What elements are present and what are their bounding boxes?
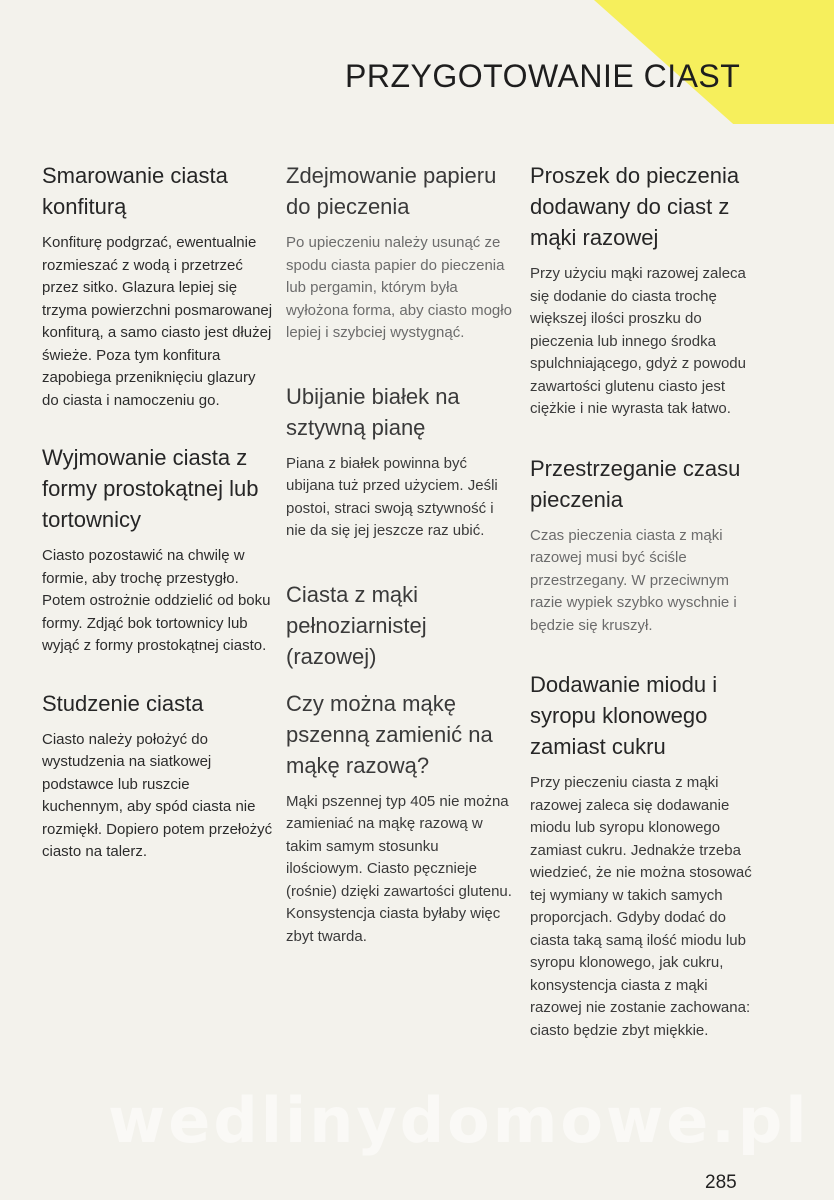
- section-heading: Ubijanie białek na sztywną pianę: [286, 383, 460, 440]
- section-zdejmowanie: [286, 160, 514, 345]
- section-heading: Czy można mąkę pszenną zamienić na mąkę razową?: [286, 690, 493, 778]
- section-przestrzeganie: [530, 453, 760, 638]
- section-heading: Studzenie ciasta: [42, 690, 204, 716]
- section-body: Piana z białek powinna być ubijana tuż przed użyciem. Jeśli postoi, straci swoją sztywność i nie da się jej jeszcze raz ubić.: [286, 454, 498, 539]
- page-title: PRZYGOTOWANIE CIAST: [345, 58, 741, 94]
- section-body: Po upieczeniu należy usunąć ze spodu ciasta papier do pieczenia lub pergamin, którym była wyłożona forma, aby ciasto mogło lepiej i szybciej wystygnąć.: [286, 234, 512, 341]
- section-body: Przy pieczeniu ciasta z mąki razowej zaleca się dodawanie miodu lub syropu klonowego zamiast cukru. Jednakże trzeba wiedzieć, że nie można stosować tej wymiany w takich samych proporcjach. Gdyby dodać do ciasta taką samą ilość miodu lub syropu klonowego, jak cukru, konsystencja ciasta z mąki razowej nie zostanie zachowana: ciasto będzie zbyt miękkie.: [530, 774, 752, 1039]
- section-heading: Wyjmowanie ciasta z formy prostokątnej lub tortownicy: [42, 445, 259, 532]
- section-studzenie: [42, 688, 274, 864]
- section-heading: Przestrzeganie czasu pieczenia: [530, 455, 741, 512]
- section-body: Mąki pszennej typ 405 nie można zamieniać na mąkę razową w takim samym stosunku ilościowym. Ciasto pęcznieje (rośnie) dzięki zawartości glutenu. Konsystencja ciasta byłaby więc zbyt twarda.: [286, 792, 512, 945]
- section-ciasta-razowe: [286, 579, 514, 672]
- section-wyjmowanie: [42, 442, 274, 658]
- section-body: Konfiturę podgrzać, ewentualnie rozmieszać z wodą i przetrzeć przez sitko. Glazura lepiej się trzyma powierzchni posmarowanej konfiturą, a samo ciasto jest dłużej świeże. Poza tym konfitura zapobiega przeniknięciu glazury do ciasta i namoczeniu go.: [42, 234, 273, 409]
- section-body: Przy użyciu mąki razowej zaleca się dodanie do ciasta trochę większej ilości proszku do pieczenia lub innego środka spulchniającego, gdyż z powodu zawartości glutenu ciasto jest ciężkie i nie wyrasta tak łatwo.: [530, 265, 746, 417]
- section-czy-mozna: [286, 688, 514, 949]
- watermark: wedlinydomowe.pl: [108, 1084, 810, 1157]
- section-ubijanie: [286, 381, 514, 543]
- section-heading: Dodawanie miodu i syropu klonowego zamiast cukru: [530, 672, 718, 759]
- section-body: Czas pieczenia ciasta z mąki razowej musi być ściśle przestrzegany. W przeciwnym razie wypiek szybko wyschnie i będzie się kruszył.: [530, 526, 737, 634]
- column-right: [530, 160, 760, 1070]
- section-heading: Zdejmowanie papieru do pieczenia: [286, 163, 497, 219]
- section-miod: [530, 669, 760, 1042]
- section-body: Ciasto należy położyć do wystudzenia na siatkowej podstawce lub ruszcie kuchennym, aby spód ciasta nie rozmiękł. Dopiero potem przełożyć ciasto na talerz.: [42, 730, 273, 860]
- section-heading: Proszek do pieczenia dodawany do ciast z mąki razowej: [530, 163, 740, 250]
- page-number: 285: [705, 1172, 737, 1193]
- column-middle: [286, 160, 514, 976]
- section-heading: Smarowanie ciasta konfiturą: [42, 163, 228, 219]
- section-heading: Ciasta z mąki pełnoziarnistej (razowej): [286, 581, 427, 669]
- section-smarowanie: [42, 160, 274, 412]
- column-left: [42, 160, 274, 892]
- section-body: Ciasto pozostawić na chwilę w formie, aby trochę przestygło. Potem ostrożnie oddzielić od boku formy. Zdjąć bok tortownicy lub wyjąć z formy prostokątnej ciasto.: [42, 547, 271, 654]
- section-proszek: [530, 160, 760, 421]
